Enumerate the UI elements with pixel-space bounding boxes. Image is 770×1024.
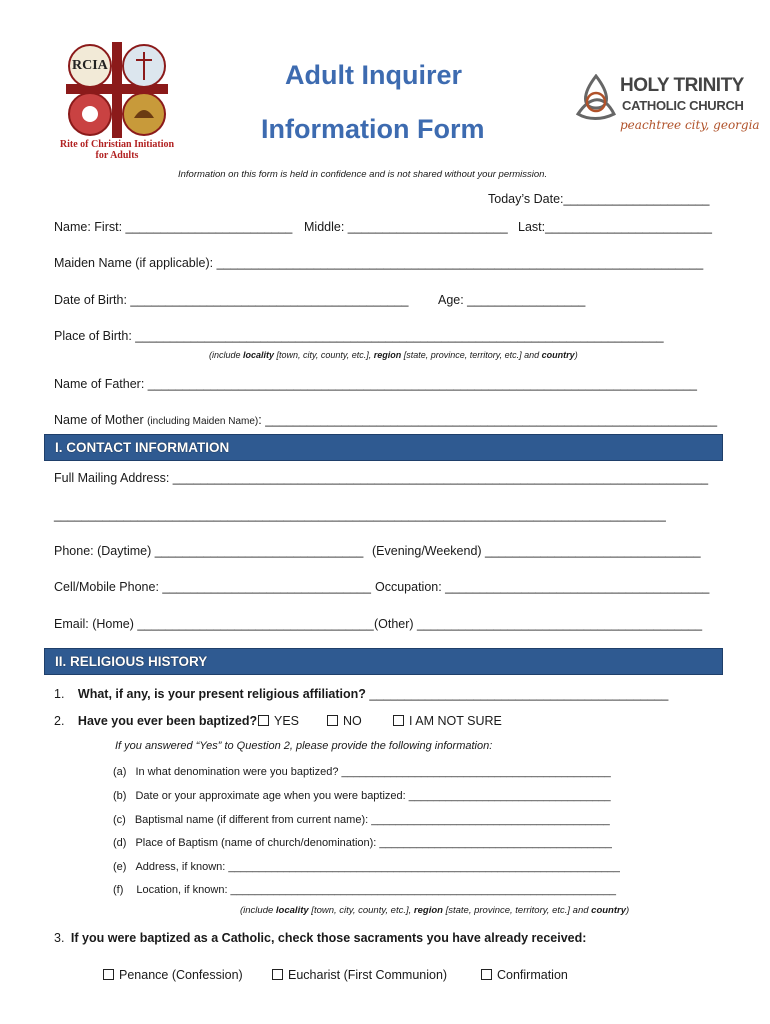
page-title-line1: Adult Inquirer <box>285 60 462 90</box>
cell-phone-field[interactable]: Cell/Mobile Phone: ______________________________ <box>54 580 371 594</box>
maiden-name-field[interactable]: Maiden Name (if applicable): ______________________________________________________________________ <box>54 256 704 270</box>
phone-daytime-field[interactable]: Phone: (Daytime) ______________________________ <box>54 544 364 558</box>
church-location: peachtree city, georgia <box>620 118 760 132</box>
mother-name-field[interactable] <box>54 413 717 427</box>
sub-question-d[interactable] <box>113 837 612 849</box>
question-number: 2. <box>54 714 65 728</box>
sub-text: Baptismal name (if different from current name): _______________________________________ <box>134 814 610 826</box>
option-label: Confirmation <box>497 968 568 982</box>
hint-text: [state, province, territory, etc.] and <box>442 905 592 916</box>
checkbox-icon[interactable] <box>258 715 269 726</box>
option-label: Penance (Confession) <box>119 968 243 982</box>
trinity-knot-icon <box>574 74 618 120</box>
email-other-field[interactable]: (Other) _________________________________________ <box>374 617 703 631</box>
sub-letter: (d) <box>113 837 127 849</box>
place-of-birth-hint <box>209 350 578 360</box>
phone-evening-field[interactable]: (Evening/Weekend) _______________________________ <box>372 544 701 558</box>
church-logo <box>574 70 760 145</box>
todays-date-field[interactable]: Today’s Date:_____________________ <box>488 192 710 206</box>
sub-question-c[interactable] <box>113 814 610 826</box>
hint-text: (include <box>209 350 244 360</box>
hint-text: ) <box>626 905 630 916</box>
question-text: Have you ever been baptized? <box>77 714 258 728</box>
sub-letter: (b) <box>113 790 127 802</box>
baptized-no-option[interactable] <box>327 714 362 728</box>
mother-name-label: Name of Mother <box>54 413 148 427</box>
occupation-field[interactable]: Occupation: ______________________________________ <box>375 580 710 594</box>
checkbox-icon[interactable] <box>103 969 114 980</box>
question-3 <box>54 931 586 945</box>
hint-region: region <box>413 905 443 916</box>
eucharist-option[interactable] <box>272 968 447 982</box>
question-number: 3. <box>54 931 65 945</box>
sub-letter: (c) <box>113 814 126 826</box>
question-number: 1. <box>54 687 65 701</box>
hint-locality: locality <box>275 905 309 916</box>
rcia-badge-text: RCIA <box>72 58 108 73</box>
date-of-birth-field[interactable]: Date of Birth: ________________________________________ <box>54 293 409 307</box>
confirmation-option[interactable] <box>481 968 568 982</box>
question-2-followup: If you answered “Yes” to Question 2, please provide the following information: <box>115 740 493 752</box>
sub-letter: (a) <box>113 766 127 778</box>
sub-letter: (f) <box>113 884 124 896</box>
sub-question-b[interactable] <box>113 790 611 802</box>
option-label: Eucharist (First Communion) <box>288 968 448 982</box>
place-of-birth-field[interactable]: Place of Birth: ____________________________________________________________________________ <box>54 329 664 343</box>
option-label: YES <box>274 714 300 728</box>
sub-text: Place of Baptism (name of church/denomination): ______________________________________ <box>135 837 612 849</box>
church-name-line1: HOLY TRINITY <box>620 75 744 96</box>
sub-text: Address, if known: ________________________________________________________________ <box>135 861 620 873</box>
hint-region: region <box>373 350 402 360</box>
hint-country: country <box>541 350 575 360</box>
email-home-field[interactable]: Email: (Home) __________________________________ <box>54 617 374 631</box>
mailing-address-field[interactable]: Full Mailing Address: _____________________________________________________________________________ <box>54 471 709 485</box>
rcia-logo <box>52 42 182 162</box>
hint-text: ) <box>574 350 578 360</box>
mailing-address-line2[interactable]: ________________________________________________________________________________________ <box>54 508 666 522</box>
age-field[interactable]: Age: _________________ <box>438 293 586 307</box>
last-name-field[interactable]: Last:________________________ <box>518 220 712 234</box>
baptized-yes-option[interactable] <box>258 714 299 728</box>
rcia-caption-line2: for Adults <box>95 150 139 161</box>
hint-text: [town, city, county, etc.], <box>308 905 414 916</box>
religious-section-header: II. RELIGIOUS HISTORY <box>44 648 723 675</box>
sub-question-f[interactable] <box>113 884 616 896</box>
sub-question-a[interactable] <box>113 766 611 778</box>
hint-text: [state, province, territory, etc.] and <box>401 350 542 360</box>
father-name-field[interactable]: Name of Father: _______________________________________________________________________________ <box>54 377 697 391</box>
contact-section-header: I. CONTACT INFORMATION <box>44 434 723 461</box>
option-label: NO <box>343 714 362 728</box>
page-title-line2: Information Form <box>261 114 485 144</box>
hint-text: [town, city, county, etc.], <box>274 350 374 360</box>
checkbox-icon[interactable] <box>272 969 283 980</box>
question-1 <box>54 687 668 701</box>
sub-text: Date or your approximate age when you were baptized: _________________________________ <box>135 790 611 802</box>
checkbox-icon[interactable] <box>481 969 492 980</box>
affiliation-field[interactable]: ___________________________________________ <box>369 687 669 701</box>
rcia-cross-emblem <box>52 42 182 138</box>
hint-country: country <box>591 905 626 916</box>
sub-text: Location, if known: _______________________________________________________________ <box>136 884 616 896</box>
hint-locality: locality <box>243 350 275 360</box>
penance-option[interactable] <box>103 968 243 982</box>
question-text: What, if any, is your present religious affiliation? <box>77 687 370 701</box>
sub-question-e[interactable] <box>113 861 620 873</box>
mother-name-line: : _________________________________________________________________ <box>258 413 718 427</box>
question-text: If you were baptized as a Catholic, check those sacraments you have already received: <box>70 931 587 945</box>
question-2 <box>54 714 257 728</box>
sub-text: In what denomination were you baptized? ____________________________________________ <box>135 766 611 778</box>
hint-text: (include <box>240 905 276 916</box>
checkbox-icon[interactable] <box>327 715 338 726</box>
checkbox-icon[interactable] <box>393 715 404 726</box>
rcia-caption-line1: Rite of Christian Initiation <box>59 139 175 150</box>
middle-name-field[interactable]: Middle: _______________________ <box>304 220 508 234</box>
sub-letter: (e) <box>113 861 127 873</box>
church-name-line2: CATHOLIC CHURCH <box>622 98 744 113</box>
baptized-unsure-option[interactable] <box>393 714 502 728</box>
option-label: I AM NOT SURE <box>409 714 502 728</box>
confidential-note: Information on this form is held in confidence and is not shared without your permission. <box>178 169 548 180</box>
mother-name-note: (including Maiden Name) <box>147 416 259 427</box>
first-name-field[interactable]: Name: First: ________________________ <box>54 220 293 234</box>
location-hint <box>240 905 629 916</box>
